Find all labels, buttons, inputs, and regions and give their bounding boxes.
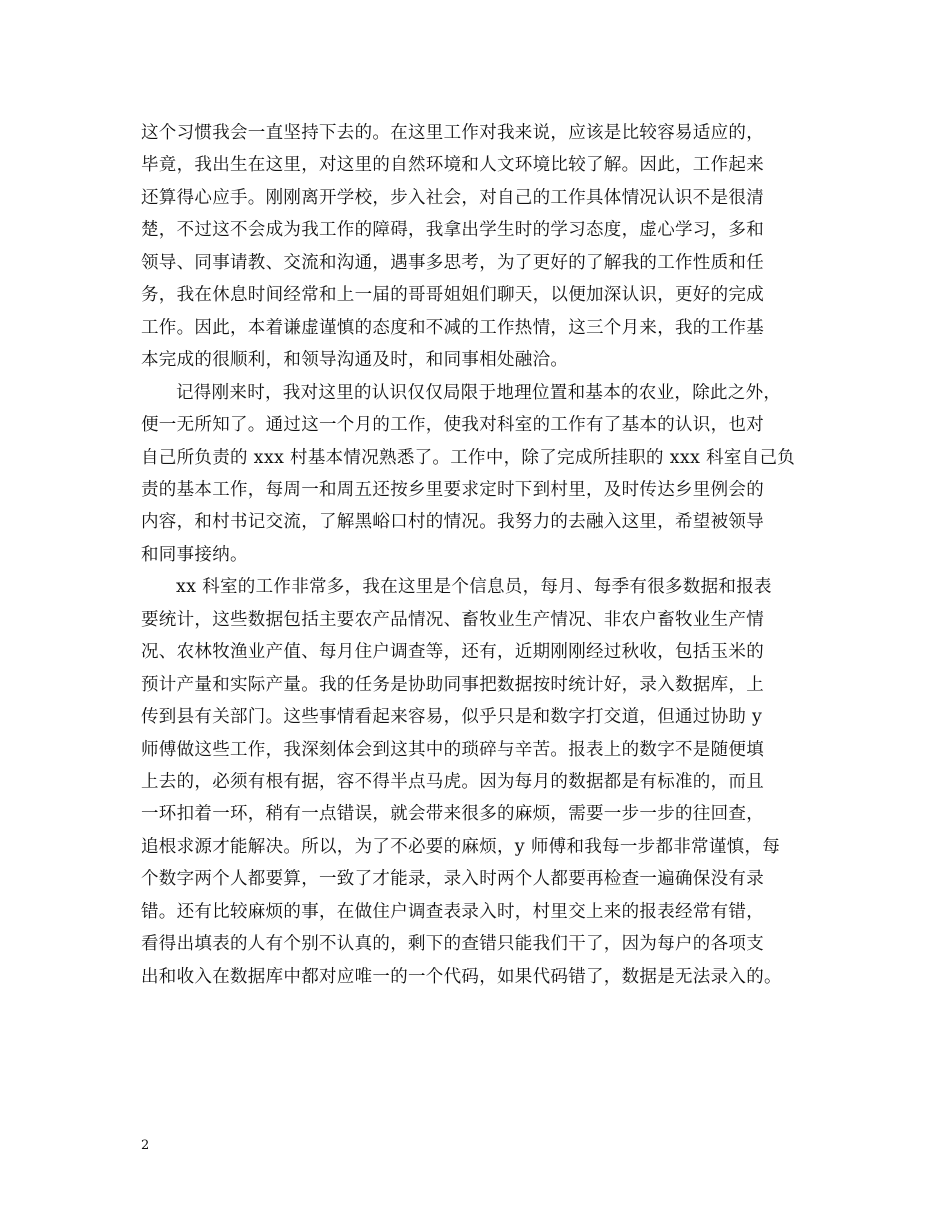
text-line: 责的基本工作，每周一和周五还按乡里要求定时下到村里，及时传达乡里例会的 [141,479,764,500]
text-line: 师傅做这些工作，我深刻体会到这其中的琐碎与辛苦。报表上的数字不是随便填 [141,739,764,760]
text-line: 预计产量和实际产量。我的任务是协助同事把数据按时统计好，录入数据库，上 [141,674,764,695]
paragraph-first-line: xx 科室的工作非常多，我在这里是个信息员，每月、每季有很多数据和报表 [176,577,772,598]
text-line: 追根求源才能解决。所以，为了不必要的麻烦，y 师傅和我每一步都非常谨慎，每 [141,836,781,857]
text-line: 要统计，这些数据包括主要农产品情况、畜牧业生产情况、非农户畜牧业生产情 [141,609,764,630]
text-line: 自己所负责的 xxx 村基本情况熟悉了。工作中，除了完成所挂职的 xxx 科室自己负 [141,447,796,468]
page-number: 2 [141,1138,150,1153]
text-line: 错。还有比较麻烦的事，在做住户调查表录入时，村里交上来的报表经常有错， [141,901,764,922]
text-line: 楚，不过这不会成为我工作的障碍，我拿出学生时的学习态度，虚心学习，多和 [141,220,764,241]
text-line: 便一无所知了。通过这一个月的工作，使我对科室的工作有了基本的认识，也对 [141,415,764,436]
text-line: 和同事接纳。 [141,544,248,565]
paragraph-first-line: 记得刚来时，我对这里的认识仅仅局限于地理位置和基本的农业，除此之外， [176,382,782,403]
text-line: 这个习惯我会一直坚持下去的。在这里工作对我来说，应该是比较容易适应的， [141,123,764,143]
text-line: 一环扣着一环，稍有一点错误，就会带来很多的麻烦，需要一步一步的往回查， [141,804,764,825]
text-line: 工作。因此，本着谦虚谨慎的态度和不减的工作热情，这三个月来，我的工作基 [141,317,764,338]
text-line: 传到县有关部门。这些事情看起来容易，似乎只是和数字打交道，但通过协助 y [141,707,763,728]
text-line: 看得出填表的人有个别不认真的，剩下的查错只能我们干了，因为每户的各项支 [141,934,764,955]
text-line: 出和收入在数据库中都对应唯一的一个代码，如果代码错了，数据是无法录入的。 [141,966,782,987]
text-line: 本完成的很顺利，和领导沟通及时，和同事相处融洽。 [141,350,569,371]
text-line: 务，我在休息时间经常和上一届的哥哥姐姐们聊天，以便加深认识，更好的完成 [141,285,764,306]
text-line: 领导、同事请教、交流和沟通，遇事多思考，为了更好的了解我的工作性质和任 [141,252,764,273]
text-line: 毕竟，我出生在这里，对这里的自然环境和人文环境比较了解。因此，工作起来 [141,155,764,176]
text-line: 还算得心应手。刚刚离开学校，步入社会，对自己的工作具体情况认识不是很清 [141,187,764,208]
text-line: 况、农林牧渔业产值、每月住户调查等，还有，近期刚刚经过秋收，包括玉米的 [141,642,764,663]
text-line: 内容，和村书记交流，了解黑峪口村的情况。我努力的去融入这里，希望被领导 [141,512,764,533]
text-line: 上去的，必须有根有据，容不得半点马虎。因为每月的数据都是有标准的，而且 [141,772,764,792]
text-line: 个数字两个人都要算，一致了才能录，录入时两个人都要再检查一遍确保没有录 [141,869,764,890]
